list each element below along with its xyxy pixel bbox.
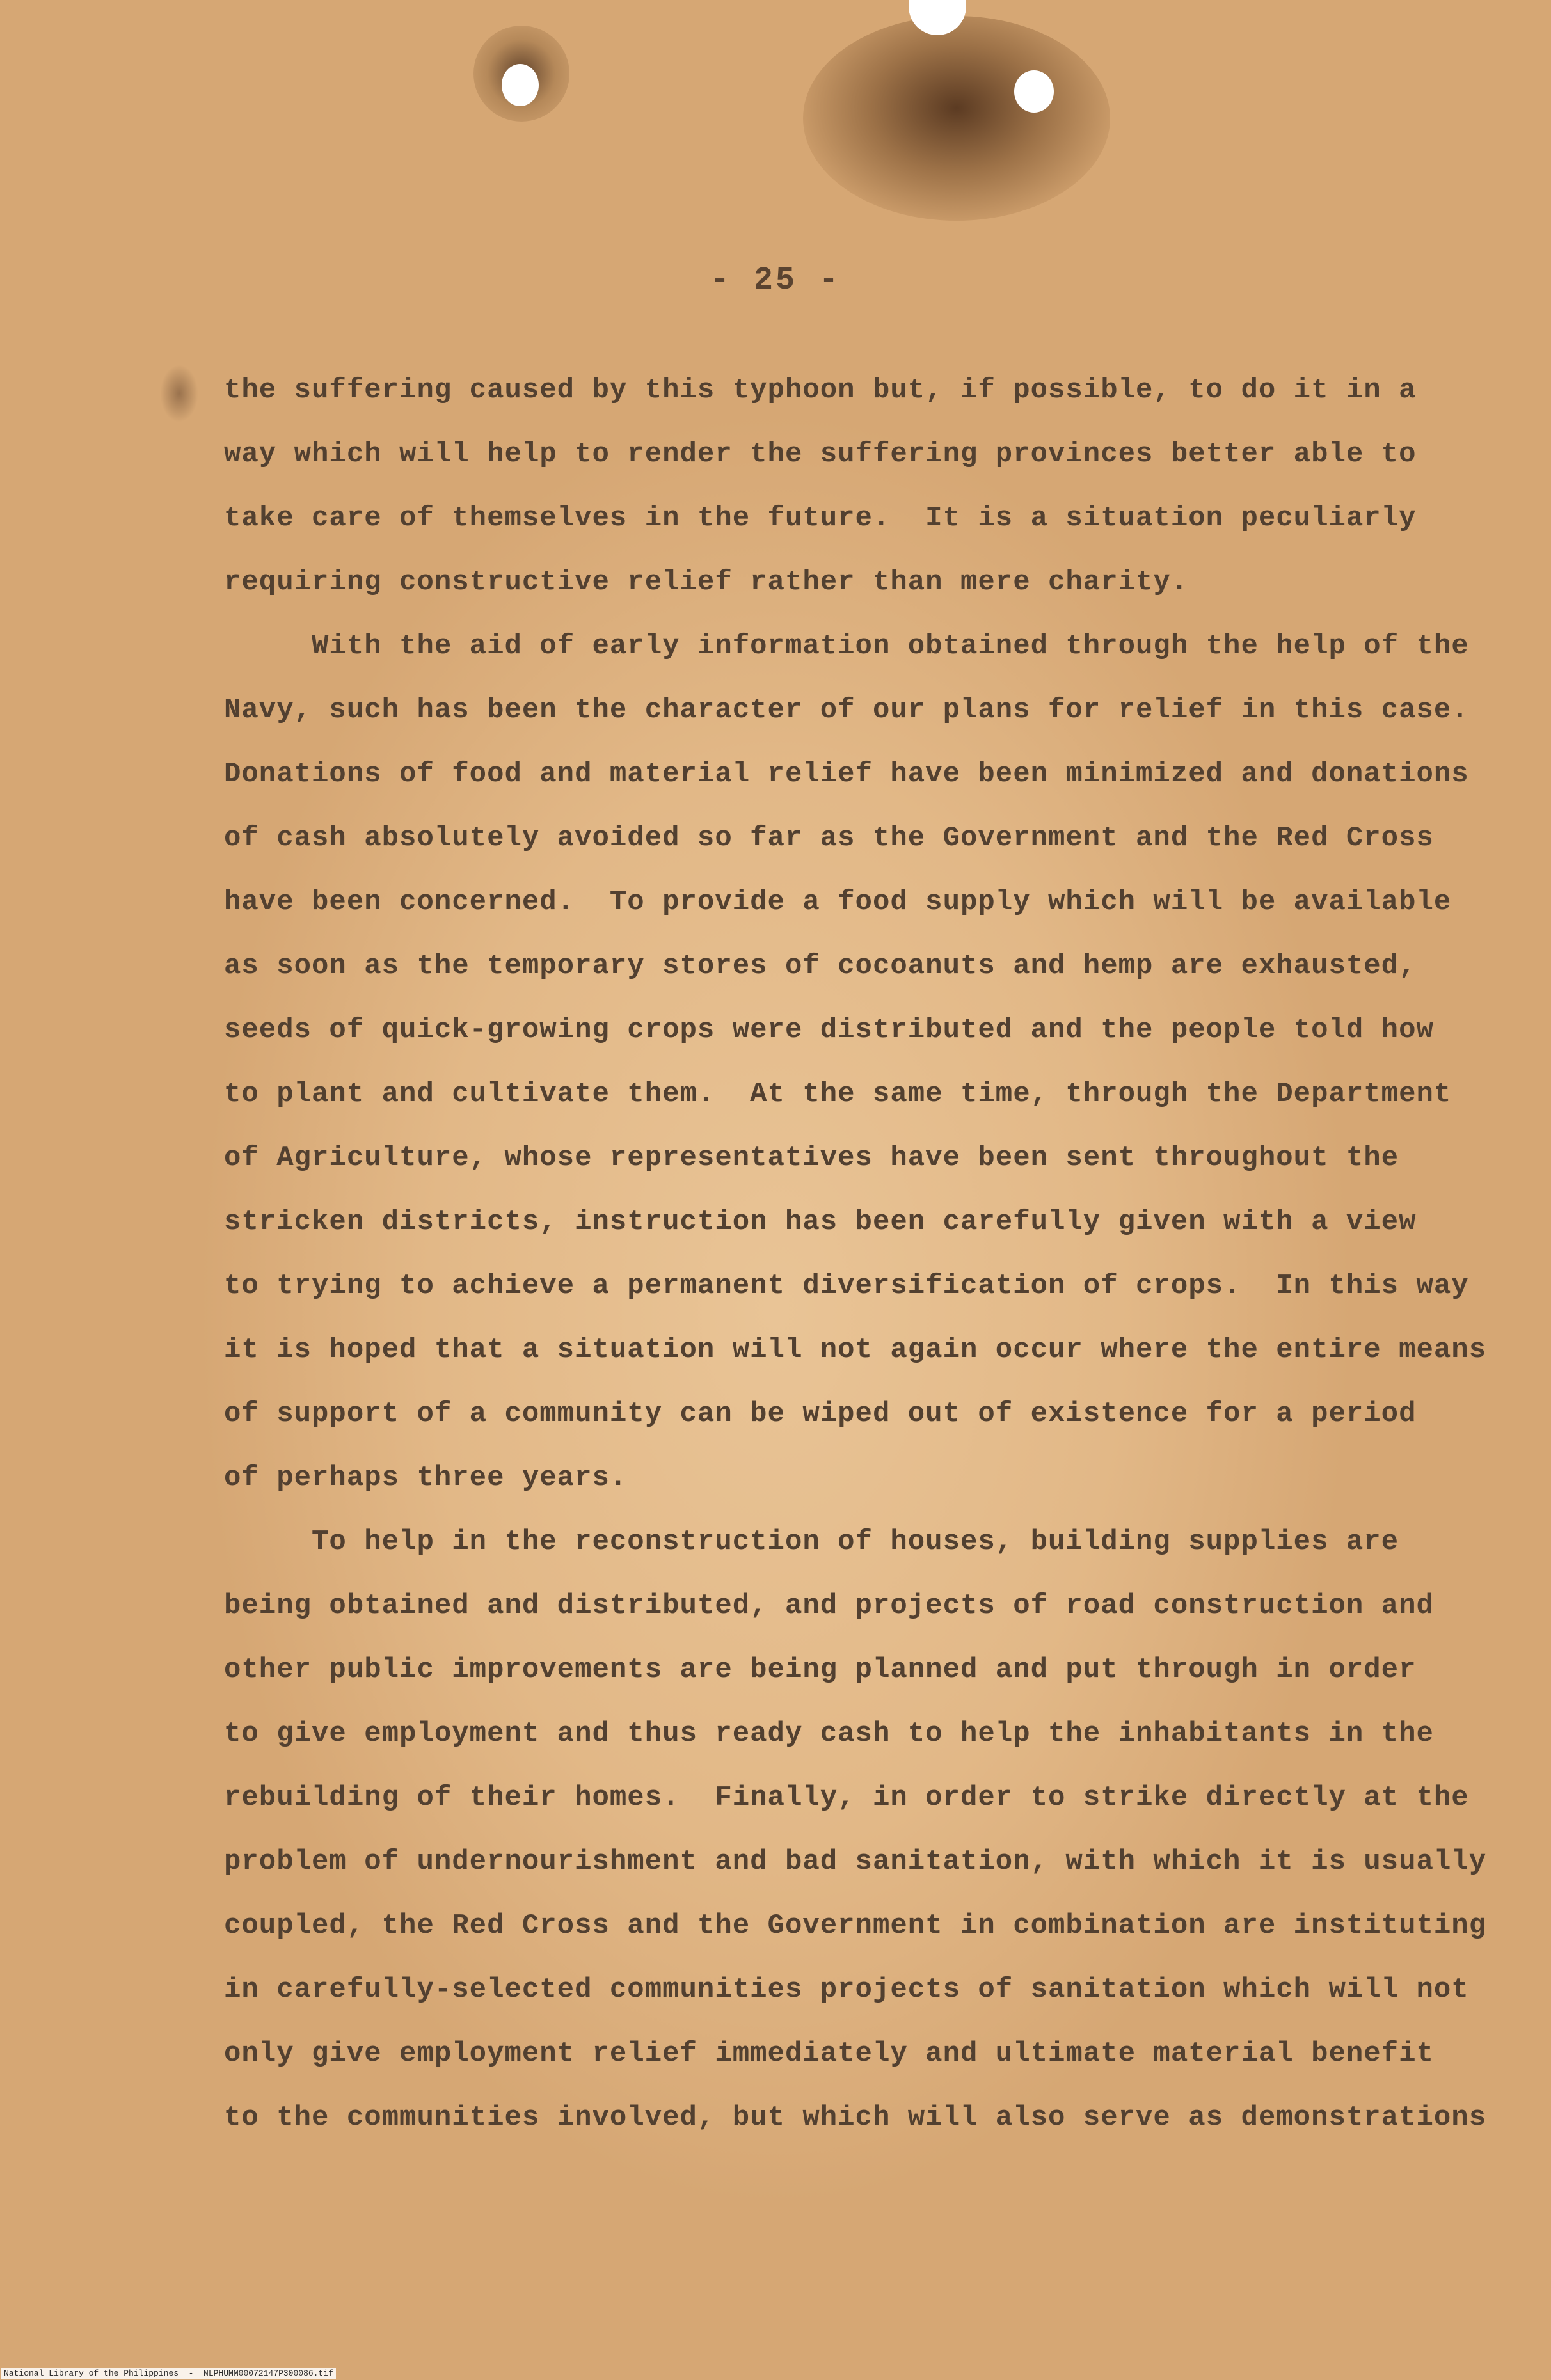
archive-footer: National Library of the Philippines - NLPHUMM00072147P300086.tif (1, 2368, 336, 2379)
text-line: have been concerned. To provide a food supply which will be available (224, 886, 1452, 918)
text-line: To help in the reconstruction of houses, building supplies are (224, 1526, 1399, 1558)
text-line: stricken districts, instruction has been carefully given with a view (224, 1206, 1417, 1238)
body-text (224, 358, 1487, 2150)
text-line: the suffering caused by this typhoon but, if possible, to do it in a (224, 374, 1417, 406)
text-line: in carefully-selected communities projects of sanitation which will not (224, 1974, 1469, 2006)
punch-hole (1014, 70, 1054, 113)
text-line: to the communities involved, but which will also serve as demonstrations (224, 2102, 1487, 2134)
text-line: Navy, such has been the character of our plans for relief in this case. (224, 694, 1469, 726)
text-line: it is hoped that a situation will not again occur where the entire means (224, 1334, 1487, 1366)
text-line: of cash absolutely avoided so far as the Government and the Red Cross (224, 822, 1434, 854)
text-line: take care of themselves in the future. It is a situation peculiarly (224, 502, 1417, 534)
text-line: rebuilding of their homes. Finally, in order to strike directly at the (224, 1782, 1469, 1814)
text-line: coupled, the Red Cross and the Government in combination are instituting (224, 1910, 1487, 1942)
text-line: to trying to achieve a permanent diversification of crops. In this way (224, 1270, 1469, 1302)
text-line: problem of undernourishment and bad sanitation, with which it is usually (224, 1846, 1487, 1878)
text-line: of support of a community can be wiped out of existence for a period (224, 1398, 1417, 1430)
text-line: to plant and cultivate them. At the same time, through the Department (224, 1078, 1452, 1110)
text-line: to give employment and thus ready cash to help the inhabitants in the (224, 1718, 1434, 1750)
burn-stain (803, 16, 1110, 221)
punch-hole (502, 64, 539, 106)
text-line: Donations of food and material relief have been minimized and donations (224, 758, 1469, 790)
text-line: requiring constructive relief rather than mere charity. (224, 566, 1189, 598)
page-number: - 25 - (710, 262, 841, 299)
text-line: being obtained and distributed, and projects of road construction and (224, 1590, 1434, 1622)
text-line: seeds of quick-growing crops were distributed and the people told how (224, 1014, 1434, 1046)
text-line: With the aid of early information obtained through the help of the (224, 630, 1469, 662)
text-line: other public improvements are being planned and put through in order (224, 1654, 1417, 1686)
text-line: of perhaps three years. (224, 1462, 628, 1494)
ink-smudge (160, 365, 198, 422)
text-line: of Agriculture, whose representatives have been sent throughout the (224, 1142, 1399, 1174)
text-line: only give employment relief immediately and ultimate material benefit (224, 2038, 1434, 2070)
text-line: way which will help to render the suffering provinces better able to (224, 438, 1417, 470)
text-line: as soon as the temporary stores of cocoanuts and hemp are exhausted, (224, 950, 1417, 982)
